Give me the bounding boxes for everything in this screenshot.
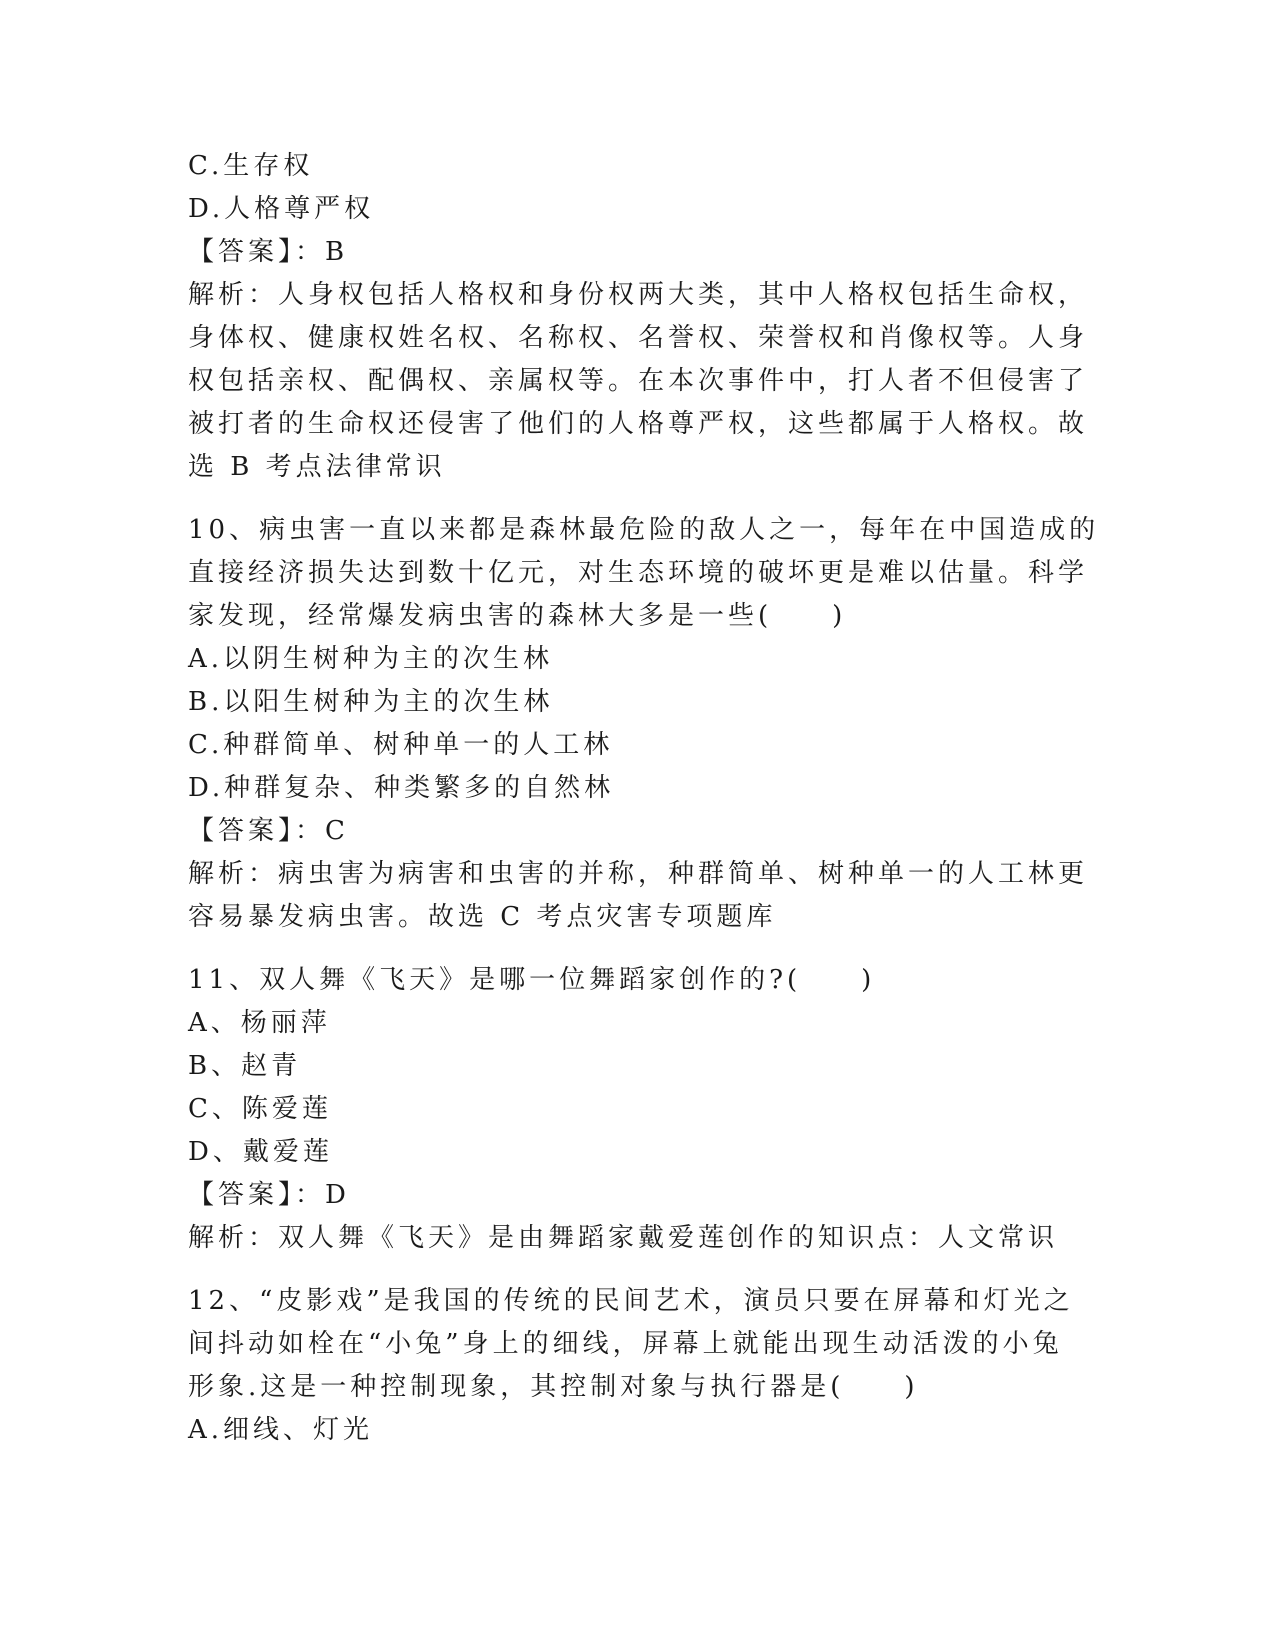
spacer (188, 939, 1068, 959)
option-b: B、赵青 (188, 1051, 302, 1081)
analysis-line: 解析：病虫害为病害和虫害的并称，种群简单、树种单一的人工林更 (188, 859, 1089, 889)
option-c: C.生存权 (188, 151, 314, 181)
option-c: C、陈爱莲 (188, 1094, 332, 1124)
document-page (188, 145, 1100, 1452)
question-12 (188, 1280, 1074, 1452)
option-a: A.以阴生树种为主的次生林 (188, 644, 554, 674)
option-d: D.种群复杂、种类繁多的自然林 (188, 773, 615, 803)
answer: 【答案】：C (188, 816, 349, 846)
question-9 (188, 145, 1089, 489)
question-stem-line: 直接经济损失达到数十亿元，对生态环境的破坏更是难以估量。科学 (188, 558, 1089, 588)
analysis-line: 解析：人身权包括人格权和身份权两大类，其中人格权包括生命权， (188, 280, 1089, 310)
question-10 (188, 509, 1100, 939)
analysis-line: 选 B 考点法律常识 (188, 452, 446, 482)
option-d: D、戴爱莲 (188, 1137, 333, 1167)
analysis-line: 权包括亲权、配偶权、亲属权等。在本次事件中，打人者不但侵害了 (188, 366, 1089, 396)
question-stem-line: 形象.这是一种控制现象，其控制对象与执行器是( ) (188, 1372, 919, 1402)
spacer (188, 489, 1068, 509)
option-a: A、杨丽萍 (188, 1008, 331, 1038)
answer: 【答案】：D (188, 1180, 350, 1210)
analysis-line: 容易暴发病虫害。故选 C 考点灾害专项题库 (188, 902, 777, 932)
question-stem-line: 10、病虫害一直以来都是森林最危险的敌人之一，每年在中国造成的 (188, 515, 1100, 545)
question-11 (188, 959, 1068, 1260)
spacer (188, 1260, 1068, 1280)
question-stem-line: 家发现，经常爆发病虫害的森林大多是一些( ) (188, 601, 847, 631)
question-stem-line: 间抖动如栓在“小兔”身上的细线，屏幕上就能出现生动活泼的小兔 (188, 1329, 1063, 1359)
analysis-line: 解析：双人舞《飞天》是由舞蹈家戴爱莲创作的知识点：人文常识 (188, 1223, 1059, 1253)
question-stem-line: 11、双人舞《飞天》是哪一位舞蹈家创作的?( ) (188, 965, 876, 995)
answer: 【答案】：B (188, 237, 349, 267)
option-c: C.种群简单、树种单一的人工林 (188, 730, 614, 760)
question-stem-line: 12、“皮影戏”是我国的传统的民间艺术，演员只要在屏幕和灯光之 (188, 1286, 1074, 1316)
option-d: D.人格尊严权 (188, 194, 375, 224)
analysis-line: 被打者的生命权还侵害了他们的人格尊严权，这些都属于人格权。故 (188, 409, 1089, 439)
option-a: A.细线、灯光 (188, 1415, 374, 1445)
analysis-line: 身体权、健康权姓名权、名称权、名誉权、荣誉权和肖像权等。人身 (188, 323, 1089, 353)
option-b: B.以阳生树种为主的次生林 (188, 687, 554, 717)
